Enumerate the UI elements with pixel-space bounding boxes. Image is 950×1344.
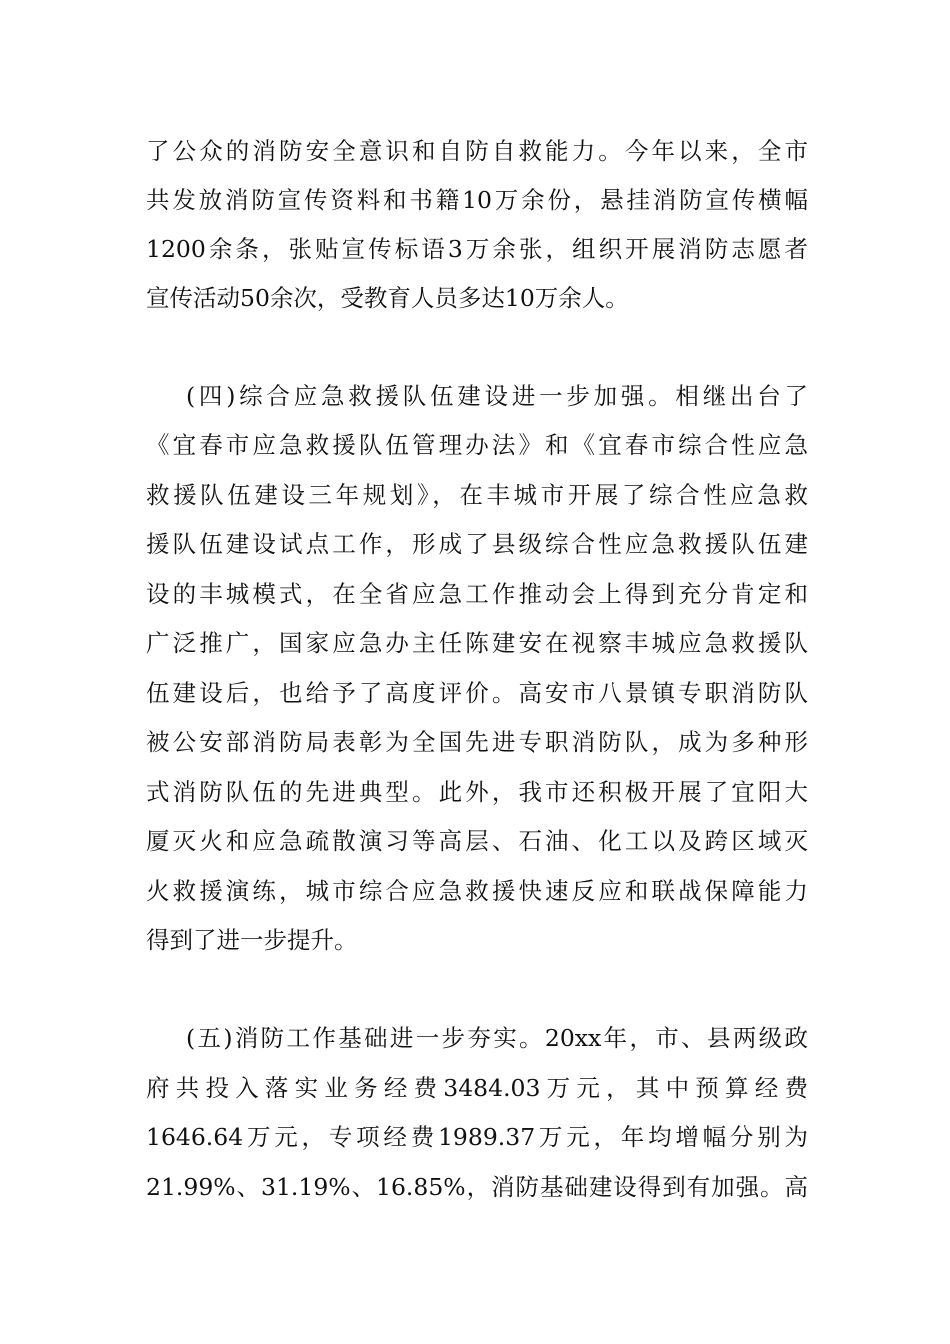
text-line: 宣传活动50余次，受教育人员多达10万余人。 xyxy=(146,284,629,312)
text-line: 被公安部消防局表彰为全国先进专职消防队，成为多种形 xyxy=(146,728,808,756)
text-line: 广泛推广，国家应急办主任陈建安在视察丰城应急救援队 xyxy=(146,629,808,657)
text-line: (四)综合应急救援队伍建设进一步加强。相继出台了 xyxy=(186,382,808,410)
text-line: 式消防队伍的先进典型。此外，我市还积极开展了宜阳大 xyxy=(146,778,808,806)
text-line: (五)消防工作基础进一步夯实。20xx年，市、县两级政 xyxy=(186,1024,808,1052)
text-line: 伍建设后，也给予了高度评价。高安市八景镇专职消防队 xyxy=(146,679,808,707)
text-line: 设的丰城模式，在全省应急工作推动会上得到充分肯定和 xyxy=(146,580,808,608)
text-line: 1200余条，张贴宣传标语3万余张，组织开展消防志愿者 xyxy=(146,235,808,263)
text-line: 援队伍建设试点工作，形成了县级综合性应急救援队伍建 xyxy=(146,530,808,558)
text-line: 厦灭火和应急疏散演习等高层、石油、化工以及跨区域灭 xyxy=(146,827,808,855)
text-line: 了公众的消防安全意识和自防自救能力。今年以来，全市 xyxy=(146,137,808,165)
text-line: 火救援演练，城市综合应急救援快速反应和联战保障能力 xyxy=(146,877,808,905)
text-line: 21.99%、31.19%、16.85%，消防基础建设得到有加强。高 xyxy=(146,1173,808,1201)
text-line: 救援队伍建设三年规划》，在丰城市开展了综合性应急救 xyxy=(146,481,808,509)
text-line: 共发放消防宣传资料和书籍10万余份，悬挂消防宣传横幅 xyxy=(146,186,808,214)
text-line: 得到了进一步提升。 xyxy=(146,926,358,954)
text-line: 府共投入落实业务经费3484.03万元，其中预算经费 xyxy=(146,1074,808,1102)
text-line: 1646.64万元，专项经费1989.37万元，年均增幅分别为 xyxy=(146,1123,808,1151)
text-line: 《宜春市应急救援队伍管理办法》和《宜春市综合性应急 xyxy=(146,431,808,459)
